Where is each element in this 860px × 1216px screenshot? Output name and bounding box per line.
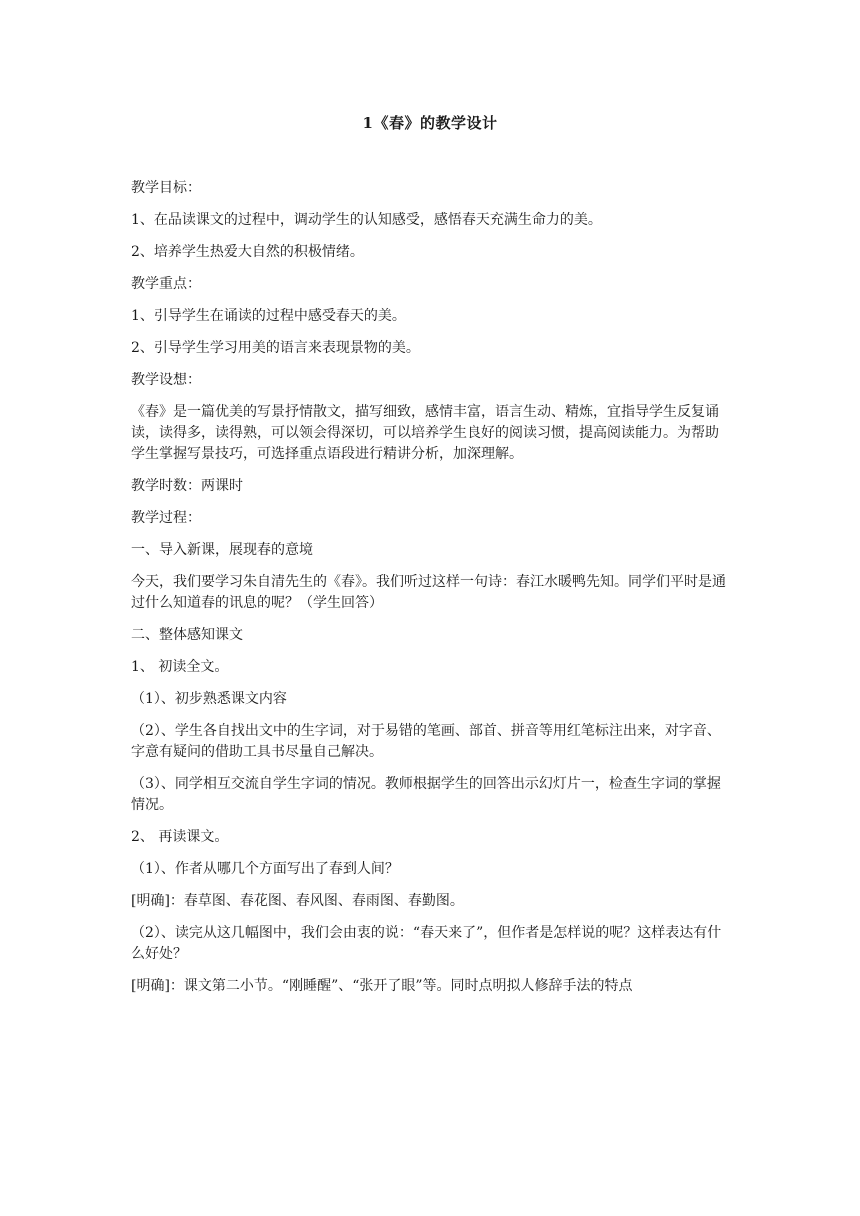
paragraph-step-1: 1、 初读全文。 <box>131 659 229 675</box>
paragraph-section-1-heading: 一、导入新课，展现春的意境 <box>131 542 313 558</box>
paragraph-objective-1: 1、在品读课文的过程中，调动学生的认知感受，感悟春天充满生命力的美。 <box>131 212 602 228</box>
paragraph-process-heading: 教学过程： <box>131 510 201 526</box>
paragraph-section-1-body: 今天，我们要学习朱自清先生的《春》。我们听过这样一句诗：春江水暖鸭先知。同学们平时是通过什么知道春的讯息的呢？（学生回答） <box>131 574 726 611</box>
paragraph-objectives-heading: 教学目标： <box>131 180 201 196</box>
paragraph-step-2-1: （1）、作者从哪几个方面写出了春到人间？ <box>131 861 399 877</box>
paragraph-step-2-2: （2）、读完从这几幅图中，我们会由衷的说：“春天来了”，但作者是怎样说的呢？这样表达有什么好处？ <box>131 925 722 962</box>
paragraph-step-1-3: （3）、同学相互交流自学生字词的情况。教师根据学生的回答出示幻灯片一，检查生字词的掌握情况。 <box>131 776 721 813</box>
paragraph-key-point-1: 1、引导学生在诵读的过程中感受春天的美。 <box>131 308 406 324</box>
paragraph-answer-1: [明确]：春草图、春花图、春风图、春雨图、春勤图。 <box>131 893 464 909</box>
paragraph-step-1-2: （2）、学生各自找出文中的生字词，对于易错的笔画、部首、拼音等用红笔标注出来，对字音、字意有疑问的借助工具书尽量自己解决。 <box>131 723 721 760</box>
paragraph-design-body: 《春》是一篇优美的写景抒情散文，描写细致，感情丰富，语言生动、精炼，宜指导学生反复诵读，读得多，读得熟，可以领会得深切，可以培养学生良好的阅读习惯，提高阅读能力。为帮助学生掌握写景技巧，可选择重点语段进行精讲分析，加深理解。 <box>131 404 719 462</box>
paragraph-design-heading: 教学设想： <box>131 372 201 388</box>
paragraph-key-point-2: 2、引导学生学习用美的语言来表现景物的美。 <box>131 340 420 356</box>
paragraph-class-hours: 教学时数：两课时 <box>131 478 243 494</box>
paragraph-step-2: 2、 再读课文。 <box>131 829 229 845</box>
paragraph-step-1-1: （1）、初步熟悉课文内容 <box>131 691 287 707</box>
paragraph-answer-2: [明确]：课文第二小节。“刚睡醒”、“张开了眼”等。同时点明拟人修辞手法的特点 <box>131 978 633 994</box>
document-body <box>131 178 731 1008</box>
document-title: 1《春》的教学设计 <box>362 114 498 132</box>
paragraph-objective-2: 2、培养学生热爱大自然的积极情绪。 <box>131 244 364 260</box>
paragraph-key-points-heading: 教学重点： <box>131 276 201 292</box>
paragraph-section-2-heading: 二、整体感知课文 <box>131 627 243 643</box>
